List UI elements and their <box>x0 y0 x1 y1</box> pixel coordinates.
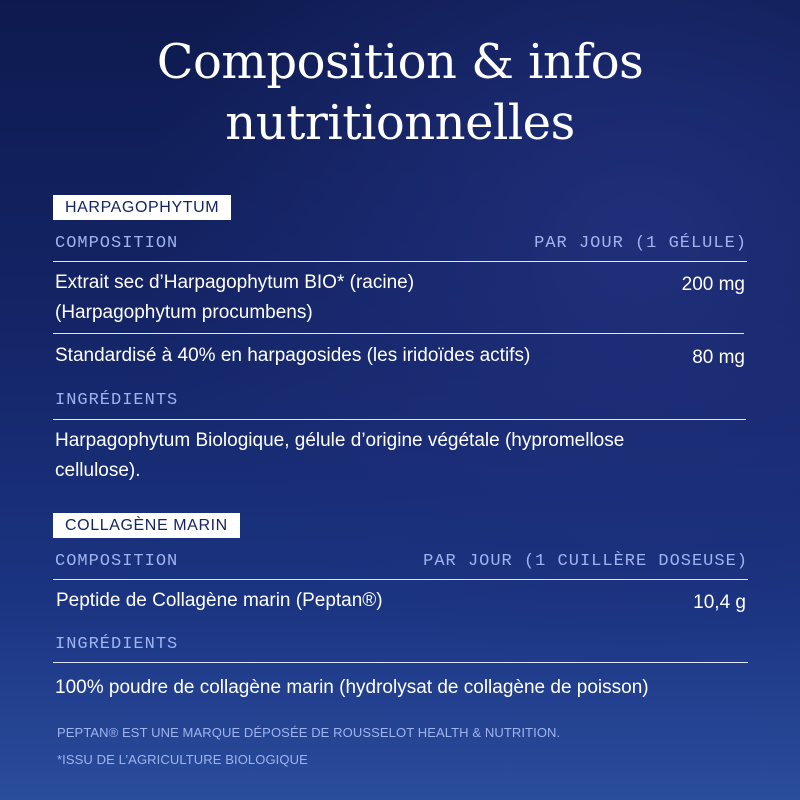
composition-header: COMPOSITION <box>55 234 179 253</box>
section-tag: COLLAGÈNE MARIN <box>53 513 240 538</box>
divider <box>53 419 746 420</box>
composition-row-value: 80 mg <box>692 347 745 368</box>
section-tag: HARPAGOPHYTUM <box>53 195 231 220</box>
composition-row-label <box>55 268 414 328</box>
divider <box>53 261 747 262</box>
per-day-header: PAR JOUR (1 GÉLULE) <box>534 234 747 253</box>
per-day-header: PAR JOUR (1 CUILLÈRE DOSEUSE) <box>423 552 748 571</box>
ingredients-line2: cellulose). <box>55 460 141 481</box>
row-label-line2: (Harpagophytum procumbens) <box>55 302 313 323</box>
composition-row-value: 200 mg <box>681 274 745 295</box>
page-title-line2: nutritionnelles <box>225 95 575 151</box>
page-title <box>0 32 800 154</box>
footnote-organic: *ISSU DE L’AGRICULTURE BIOLOGIQUE <box>57 752 308 767</box>
row-label-line1: Extrait sec d’Harpagophytum BIO* (racine) <box>55 272 415 293</box>
footnote-trademark: PEPTAN® EST UNE MARQUE DÉPOSÉE DE ROUSSELOT HEALTH & NUTRITION. <box>57 725 561 740</box>
divider <box>53 579 748 580</box>
ingredients-line1: Harpagophytum Biologique, gélule d’origine végétale (hypromellose <box>55 430 625 451</box>
composition-header: COMPOSITION <box>55 552 179 571</box>
composition-row-label: Standardisé à 40% en harpagosides (les iridoïdes actifs) <box>55 345 531 366</box>
ingredients-text <box>55 426 624 486</box>
divider <box>53 333 744 334</box>
ingredients-header: INGRÉDIENTS <box>55 635 179 654</box>
ingredients-text: 100% poudre de collagène marin (hydrolysat de collagène de poisson) <box>55 677 649 698</box>
divider <box>53 662 748 663</box>
composition-row-value: 10,4 g <box>693 592 746 613</box>
ingredients-header: INGRÉDIENTS <box>55 391 179 410</box>
page-title-line1: Composition & infos <box>156 34 644 90</box>
composition-row-label: Peptide de Collagène marin (Peptan®) <box>56 590 383 611</box>
